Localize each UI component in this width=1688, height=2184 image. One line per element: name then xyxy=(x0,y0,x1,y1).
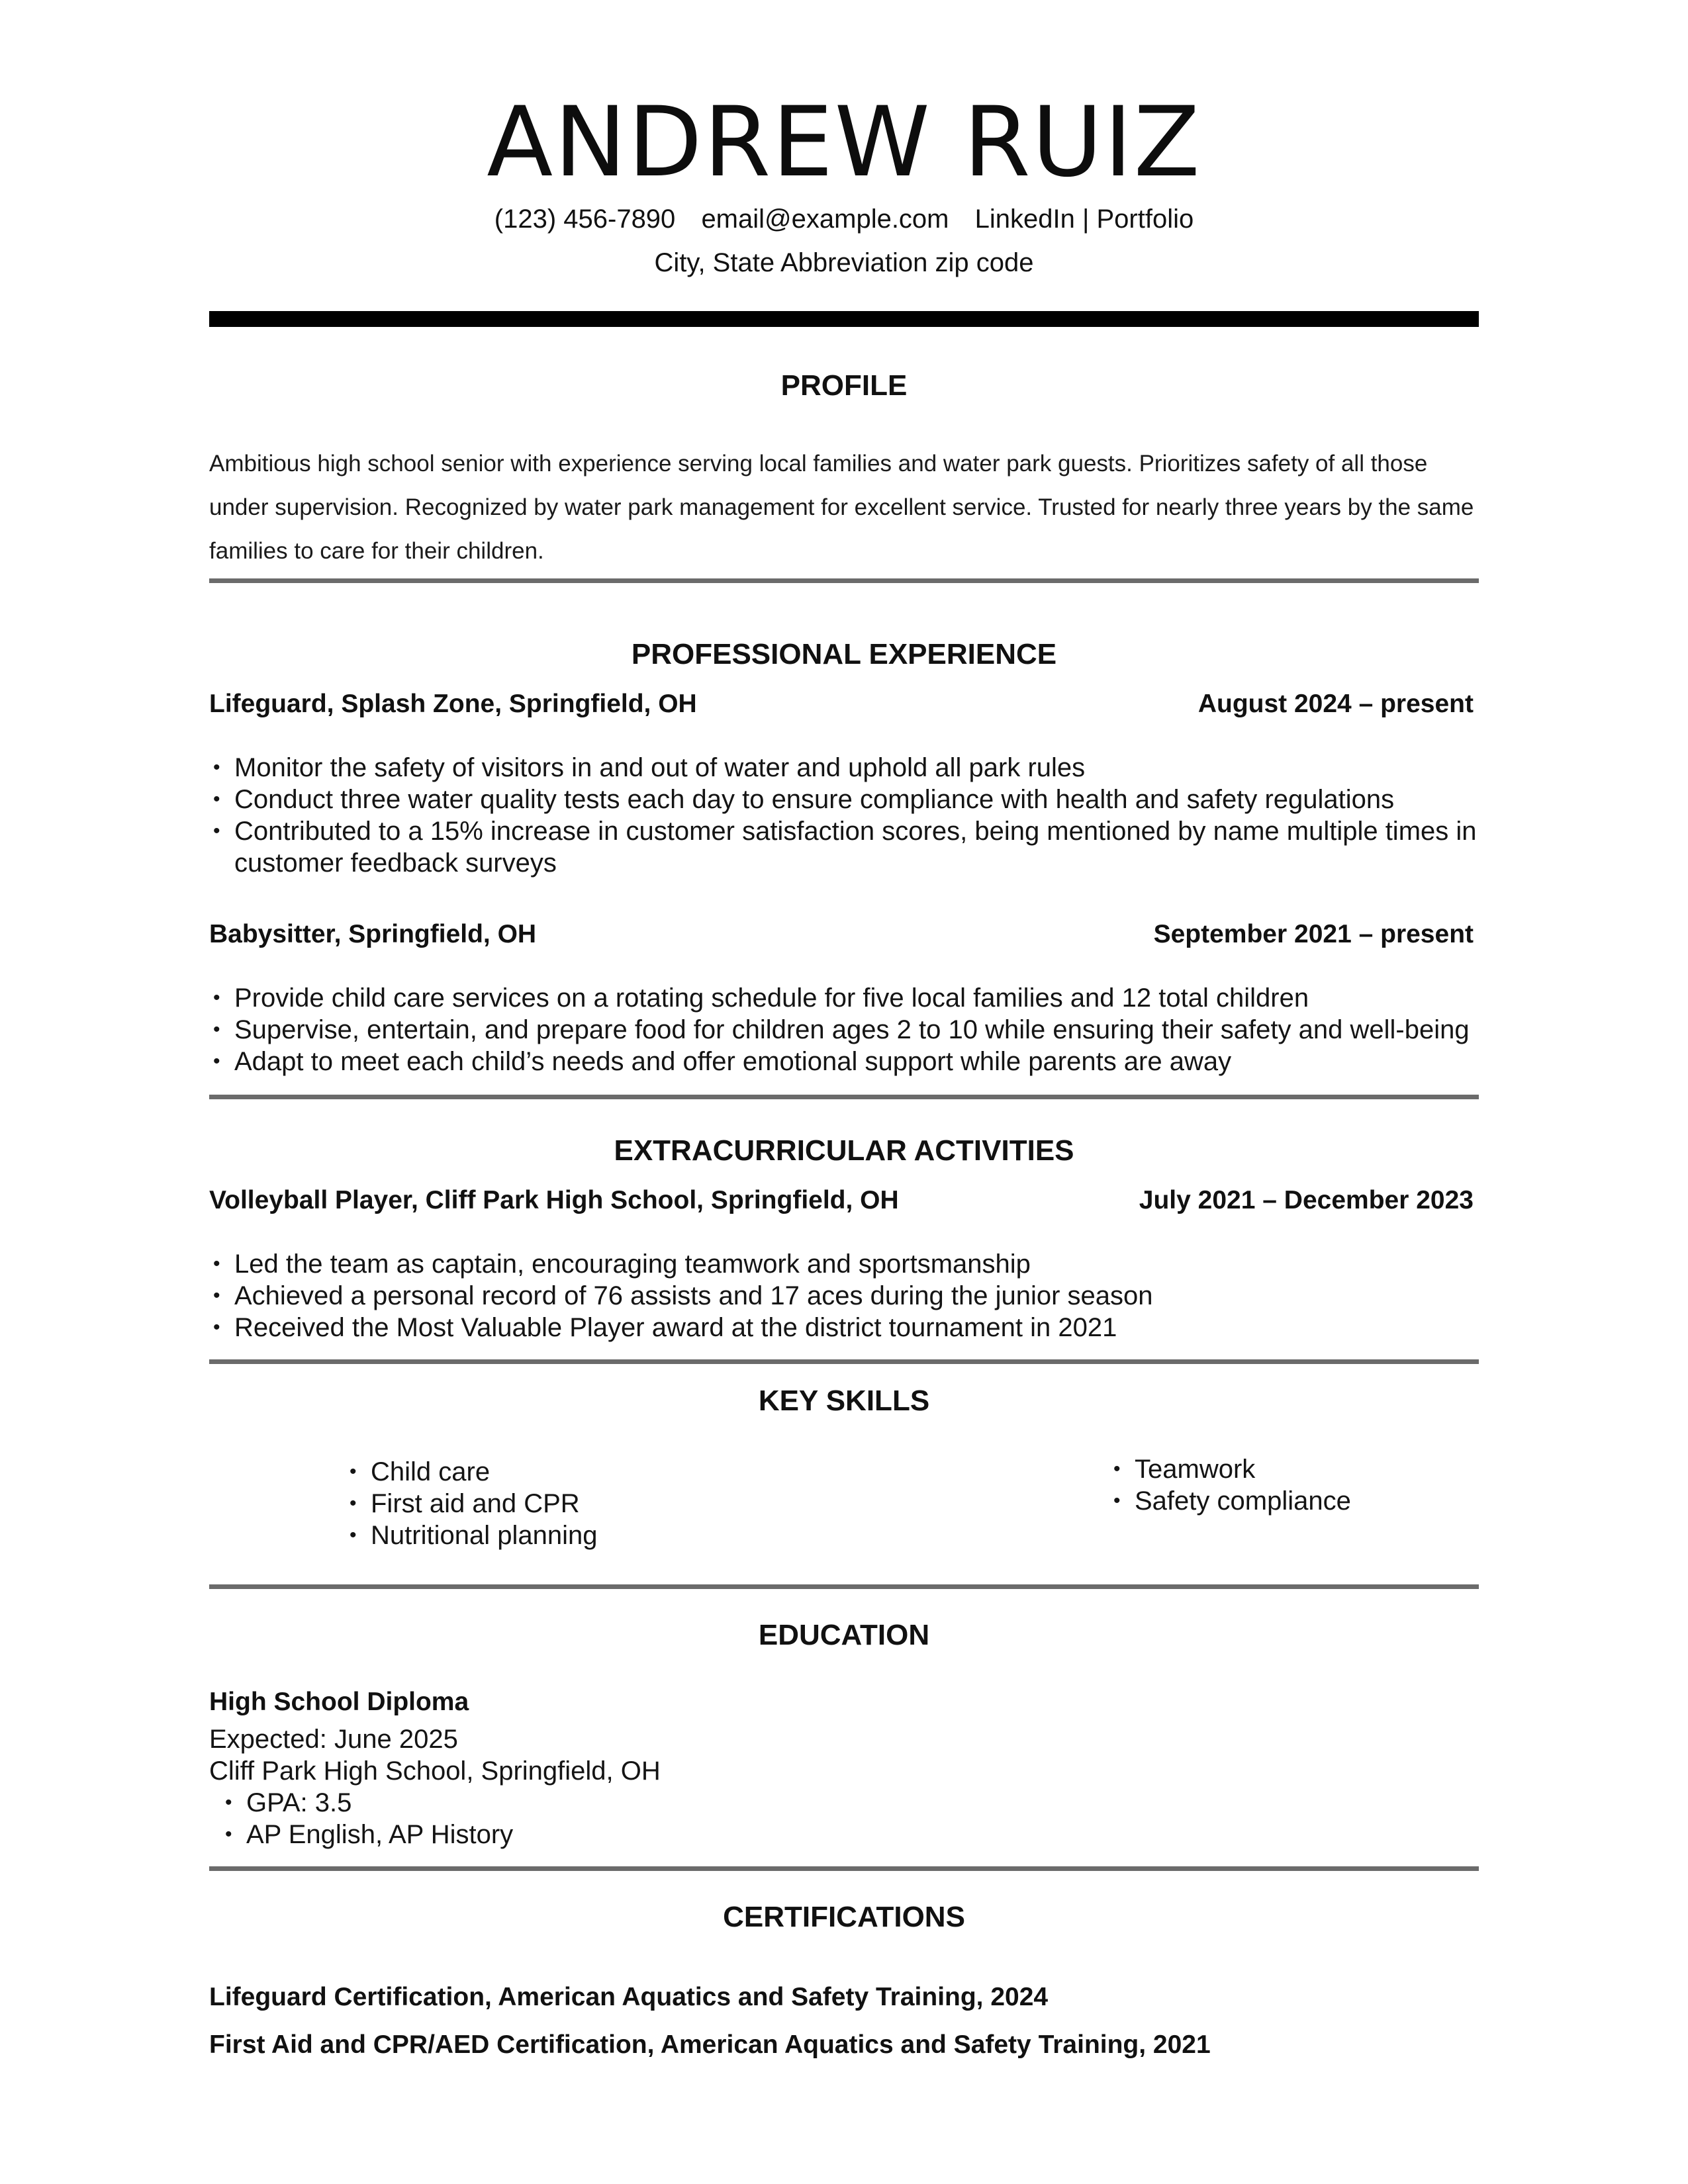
applicant-name: ANDREW RUIZ xyxy=(487,86,1201,199)
list-item: • Adapt to meet each child’s needs and offer emotional support while parents are away xyxy=(209,1046,1487,1077)
job-dates: September 2021 – present xyxy=(1153,920,1474,948)
location-line: City, State Abbreviation zip code xyxy=(654,248,1034,277)
section-divider xyxy=(209,1095,1479,1099)
job-bullets xyxy=(209,752,1487,879)
list-item: • GPA: 3.5 xyxy=(221,1787,883,1819)
skills-list-left xyxy=(346,1456,875,1551)
job-bullets xyxy=(209,982,1487,1077)
header-divider xyxy=(209,311,1479,327)
activity-bullets xyxy=(209,1248,1487,1343)
list-item: • Received the Most Valuable Player award at the district tournament in 2021 xyxy=(209,1312,1487,1343)
skill-item: • Safety compliance xyxy=(1109,1485,1480,1517)
education-heading: EDUCATION xyxy=(758,1619,930,1651)
list-item: • Conduct three water quality tests each day to ensure compliance with health and safety regulations xyxy=(209,784,1487,815)
school-name: Cliff Park High School, Springfield, OH xyxy=(209,1756,661,1786)
list-item: • Monitor the safety of visitors in and out of water and uphold all park rules xyxy=(209,752,1487,784)
skill-item: • Nutritional planning xyxy=(346,1520,875,1551)
list-item: • Led the team as captain, encouraging teamwork and sportsmanship xyxy=(209,1248,1487,1280)
experience-heading: PROFESSIONAL EXPERIENCE xyxy=(631,638,1057,670)
job-title: Lifeguard, Splash Zone, Springfield, OH xyxy=(209,690,697,718)
skill-item: • First aid and CPR xyxy=(346,1488,875,1520)
list-item: • Achieved a personal record of 76 assists and 17 aces during the junior season xyxy=(209,1280,1487,1312)
skills-list-right xyxy=(1109,1453,1480,1517)
certifications-heading: CERTIFICATIONS xyxy=(723,1901,965,1933)
list-item: • Contributed to a 15% increase in customer satisfaction scores, being mentioned by name multiple times in customer feedback surveys xyxy=(209,815,1487,879)
job-dates: August 2024 – present xyxy=(1197,690,1474,718)
contact-line xyxy=(0,203,1688,236)
section-divider xyxy=(209,1584,1479,1589)
section-divider xyxy=(209,1866,1479,1871)
skills-heading: KEY SKILLS xyxy=(758,1385,930,1417)
list-item: • Provide child care services on a rotating schedule for five local families and 12 total children xyxy=(209,982,1487,1014)
degree-name: High School Diploma xyxy=(209,1688,469,1716)
activities-heading: EXTRACURRICULAR ACTIVITIES xyxy=(614,1134,1074,1167)
profile-links: LinkedIn | Portfolio xyxy=(974,205,1194,234)
activity-dates: July 2021 – December 2023 xyxy=(1139,1186,1474,1214)
job-title: Babysitter, Springfield, OH xyxy=(209,920,537,948)
education-bullets xyxy=(221,1787,883,1850)
skill-item: • Child care xyxy=(346,1456,875,1488)
certification-item: Lifeguard Certification, American Aquatics and Safety Training, 2024 xyxy=(209,1983,1049,2011)
certification-item: First Aid and CPR/AED Certification, American Aquatics and Safety Training, 2021 xyxy=(209,2030,1211,2059)
section-divider xyxy=(209,1359,1479,1364)
profile-heading: PROFILE xyxy=(780,369,908,402)
phone-number: (123) 456-7890 xyxy=(494,205,676,234)
section-divider xyxy=(209,578,1479,583)
activity-role: Volleyball Player, Cliff Park High School, Springfield, OH xyxy=(209,1186,899,1214)
list-item: • Supervise, entertain, and prepare food for children ages 2 to 10 while ensuring their safety and well-being xyxy=(209,1014,1487,1046)
graduation-date: Expected: June 2025 xyxy=(209,1725,458,1754)
email-address: email@example.com xyxy=(701,205,949,234)
skill-item: • Teamwork xyxy=(1109,1453,1480,1485)
profile-summary: Ambitious high school senior with experience serving local families and water park guests. Prioritizes safety of all those under supervision. Recognized by water park management for excellent service. Trusted for nearly three years by the same families to care for their children. xyxy=(209,451,1474,564)
list-item: • AP English, AP History xyxy=(221,1819,883,1850)
